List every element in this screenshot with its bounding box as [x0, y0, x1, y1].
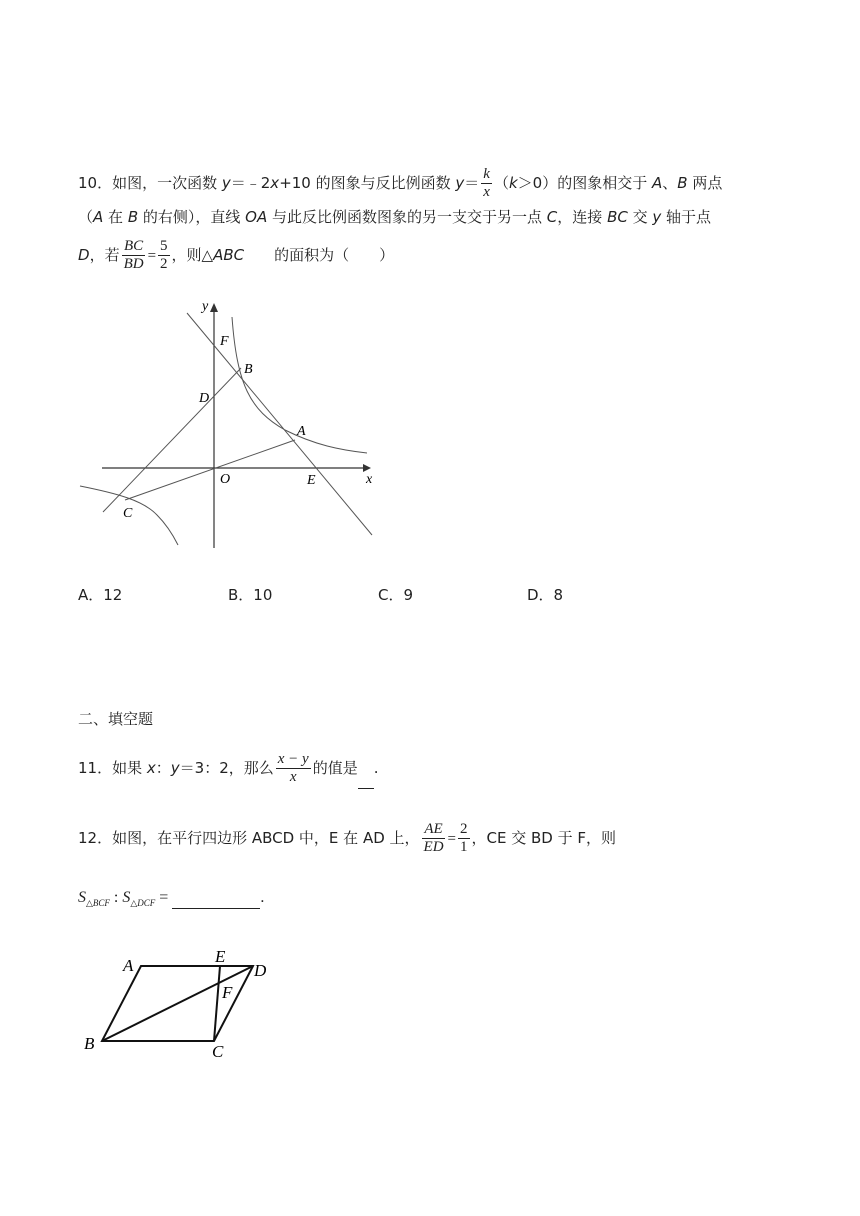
label-b: B [244, 362, 253, 377]
fraction-2-over-1: $\frac{2}{1}$ [460, 821, 468, 855]
answer-blank[interactable] [358, 748, 374, 789]
q12-figure [80, 945, 280, 1065]
label-a: A [297, 424, 306, 439]
q10-line1: 10．如图，一次函数 y＝﹣2x+10 的图象与反比例函数 y＝ $\frac{k}{x}$ （k＞0）的图象相交于 A、B 两点 [78, 166, 723, 200]
line-fe [187, 313, 372, 535]
fraction-ae-over-ed: $\frac{AE}{ED}$ [423, 821, 444, 855]
option-a[interactable]: A．12 [78, 586, 123, 604]
y-axis-arrow [210, 303, 218, 312]
answer-blank-12[interactable] [172, 888, 260, 909]
section-title: 二、填空题 [78, 710, 154, 728]
label-e: E [307, 473, 316, 488]
fraction-x-minus-y-over-x: $\frac{x - y}{x}$ [277, 751, 309, 785]
q12-line2: $S_{\triangle BCF}$ : $S_{\triangle DCF}$ = . [78, 889, 265, 909]
diagonal-bd [102, 966, 253, 1041]
label-f: F [220, 334, 229, 349]
x-axis-arrow [363, 464, 371, 472]
label-y: y [202, 299, 209, 314]
label-o: O [220, 472, 231, 487]
label-a: A [123, 956, 134, 975]
q12-line1: 12．如图，在平行四边形 ABCD 中，E 在 AD 上， $\frac{AE}{ED}$ = $\frac{2}{1}$ ，CE 交 BD 于 F，则 [78, 821, 616, 855]
line-bc [103, 368, 241, 512]
label-c: C [123, 506, 133, 521]
fraction-bc-over-bd: $\frac{BC}{BD}$ [123, 238, 144, 272]
label-x: x [366, 472, 373, 487]
option-b[interactable]: B．10 [228, 586, 273, 604]
label-c: C [212, 1042, 224, 1061]
label-f: F [222, 983, 233, 1002]
label-b: B [84, 1034, 95, 1053]
fraction-5-over-2: $\frac{5}{2}$ [160, 238, 168, 272]
fraction-k-over-x: $\frac{k}{x}$ [483, 166, 490, 200]
label-e: E [215, 947, 226, 966]
label-d: D [254, 961, 267, 980]
q10-figure [75, 295, 385, 555]
line-ca [125, 440, 295, 500]
q10-line3: D，若 $\frac{BC}{BD}$ = $\frac{5}{2}$ ，则△ABC 的面积为（ ） [78, 238, 395, 272]
option-d[interactable]: D．8 [527, 586, 564, 604]
label-d: D [199, 391, 210, 406]
q11-line: 11．如果 x：y＝3：2，那么 $\frac{x - y}{x}$ 的值是 . [78, 748, 378, 789]
option-c[interactable]: C．9 [378, 586, 414, 604]
q10-line2: （A 在 B 的右侧），直线 OA 与此反比例函数图象的另一支交于另一点 C，连接 BC 交 y 轴于点 [78, 208, 712, 226]
